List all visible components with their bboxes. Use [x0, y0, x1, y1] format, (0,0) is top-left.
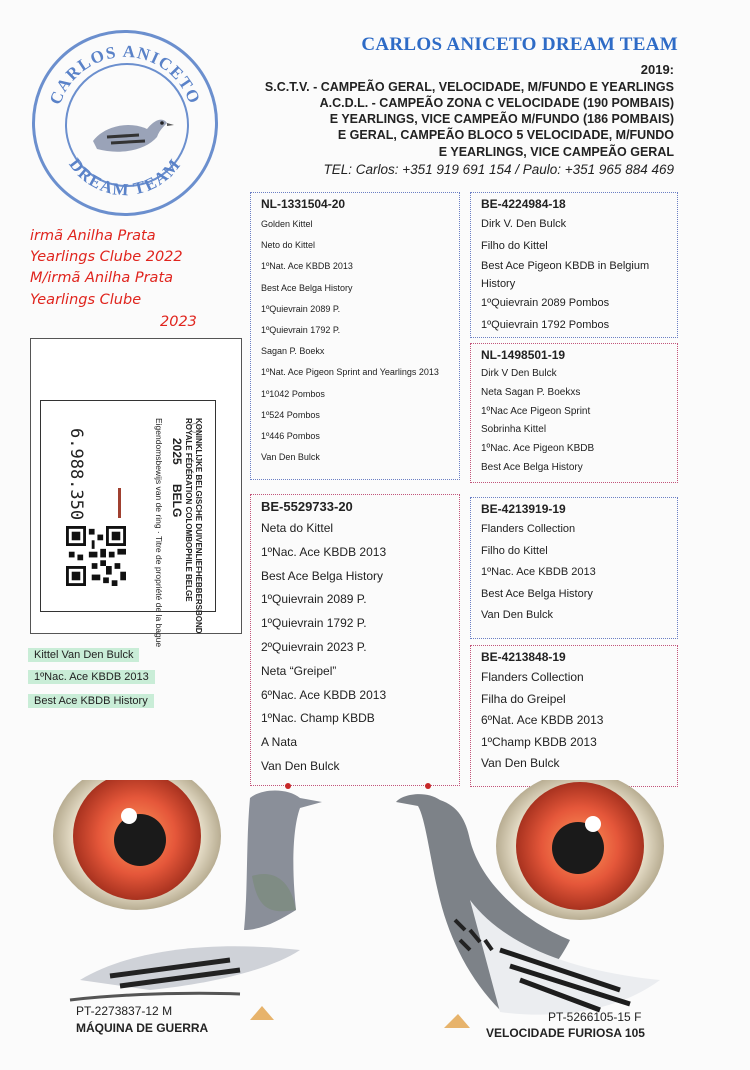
pigeon-icon [93, 120, 174, 152]
left-eye-icon [53, 780, 221, 910]
pedigree-line: 1ºNac. Ace Pigeon KBDB [481, 443, 595, 455]
pedigree-line: Van Den Bulck [261, 758, 340, 773]
pedigree-line: 1ºNac. Ace KBDB 2013 [261, 544, 387, 559]
pedigree-line: Van Den Bulck [481, 756, 560, 771]
pedigree-line: 1ºNac Ace Pigeon Sprint [481, 405, 591, 417]
ring-id: BE-5529733-20 [261, 499, 353, 514]
pedigree-line: 1ºQuievrain 1792 Pombos [481, 318, 610, 331]
ring-id: NL-1331504-20 [261, 197, 346, 211]
team-title: CARLOS ANICETO DREAM TEAM [361, 34, 678, 55]
left-pigeon-ring: PT-2273837-12 M [76, 1004, 173, 1018]
federation-name-fr: ROYALE FÉDÉRATION COLOMBOPHILE BELGE [184, 418, 193, 602]
pedigree-line: Golden Kittel [261, 219, 313, 229]
header-line-3: E YEARLINGS, VICE CAMPEÃO M/FUNDO (186 POMBAIS) [329, 112, 674, 126]
pedigree-line: A Nata [261, 735, 298, 750]
header-line-4: E GERAL, CAMPEÃO BLOCO 5 VELOCIDADE, M/FUNDO [337, 128, 674, 142]
pedigree-line: 1ºNac. Ace KBDB 2013 [481, 566, 596, 578]
ring-mark [118, 488, 121, 518]
pedigree-line: Sobrinha Kittel [481, 424, 547, 436]
pedigree-line: 1º446 Pombos [261, 431, 320, 442]
team-logo [32, 30, 218, 216]
pedigree-box-sire-sire [250, 192, 460, 480]
highlight-ace-2013: 1ºNac. Ace KBDB 2013 [28, 670, 155, 684]
header-year: 2019: [640, 62, 674, 77]
ring-year: 2025 [170, 438, 184, 465]
header-line-1: S.C.T.V. - CAMPEÃO GERAL, VELOCIDADE, M/FUNDO E YEARLINGS [264, 80, 674, 94]
left-pigeon-name: MÁQUINA DE GUERRA [76, 1021, 209, 1035]
header-line-5: E YEARLINGS, VICE CAMPEÃO GERAL [438, 145, 674, 159]
ring-id: NL-1498501-19 [481, 348, 566, 362]
ownership-text: Eigendomsbewijs van de ring · Titre de propriété de la bague [154, 418, 164, 648]
pedigree-line: 1º1042 Pombos [261, 388, 325, 399]
ring-id: BE-4224984-18 [481, 197, 566, 211]
pedigree-line: Best Ace Belga History [261, 282, 353, 293]
pedigree-line: Best Ace Pigeon KBDB in Belgium [481, 260, 650, 272]
ring-card-text [150, 418, 210, 648]
right-eye-icon [496, 780, 664, 920]
pedigree-line: Filho do Kittel [481, 239, 548, 252]
pedigree-line: 6ºNac. Ace KBDB 2013 [261, 687, 387, 702]
contact-phones: TEL: Carlos: +351 919 691 154 / Paulo: +351 965 884 469 [323, 162, 674, 177]
pedigree-line: Dirk V Den Bulck [481, 368, 557, 379]
pedigree-line: Neto do Kittel [261, 240, 316, 251]
pedigree-line: 1ºNac. Champ KBDB [261, 711, 375, 726]
ring-id: BE-4213848-19 [481, 650, 566, 664]
pedigree-line: 1ºChamp KBDB 2013 [481, 734, 597, 749]
ring-country: BELG [170, 484, 184, 518]
handwritten-line-5: 2023 [160, 314, 197, 330]
highlight-sire-name: Kittel Van Den Bulck [28, 648, 139, 662]
ring-id: BE-4213919-19 [481, 502, 566, 516]
pedigree-box-dam-sire [470, 497, 678, 639]
pedigree-line: 1ºQuievrain 1792 P. [261, 325, 341, 336]
pedigree-line: 1ºQuievrain 1792 P. [261, 616, 367, 631]
pigeon-artwork [0, 780, 750, 1040]
pedigree-line: Filha do Greipel [481, 691, 566, 706]
right-pigeon-name: VELOCIDADE FURIOSA 105 [486, 1026, 645, 1040]
logo-top-text: CARLOS ANICETO [45, 41, 205, 108]
right-pigeon-ring: PT-5266105-15 F [548, 1010, 642, 1024]
handwritten-line-4: Yearlings Clube [30, 292, 142, 308]
pedigree-line: Neta Sagan P. Boekxs [481, 386, 581, 398]
pedigree-line: Van Den Bulck [481, 609, 553, 621]
pedigree-line: 1ºNat. Ace KBDB 2013 [261, 261, 353, 272]
pedigree-line: Dirk V. Den Bulck [481, 218, 567, 230]
pedigree-line: 1ºNat. Ace Pigeon Sprint and Yearlings 2013 [261, 367, 439, 378]
pedigree-line: Filho do Kittel [481, 544, 548, 557]
pedigree-box-dam-dam [470, 645, 678, 787]
pedigree-line: 1º524 Pombos [261, 409, 320, 420]
pedigree-line: Flanders Collection [481, 523, 576, 535]
header-line-2: A.C.D.L. - CAMPEÃO ZONA C VELOCIDADE (190 POMBAIS) [319, 96, 674, 110]
pedigree-line: Neta “Greipel” [261, 663, 337, 678]
svg-text:CARLOS ANICETO [46, 42, 205, 107]
logo-bottom-text: DREAM TEAM [65, 154, 185, 200]
feet-icon [250, 1006, 470, 1028]
logo-graphic [35, 33, 215, 213]
pedigree-line: Best Ace Belga History [261, 568, 384, 583]
pedigree-line: 6ºNat. Ace KBDB 2013 [481, 713, 604, 728]
pedigree-line: 1ºQuievrain 2089 P. [261, 303, 341, 314]
pedigree-box-sire-dam-dam [470, 343, 678, 483]
pedigree-line: 1ºQuievrain 2089 P. [261, 592, 367, 607]
pedigree-line: Neta do Kittel [261, 521, 334, 535]
highlight-best-ace: Best Ace KBDB History [28, 694, 154, 708]
pedigree-box-dam [250, 494, 460, 786]
federation-name: KONINKLIJKE BELGISCHE DUIVENLIEFHEBBERSBOND [194, 418, 203, 634]
svg-text:DREAM TEAM [65, 154, 184, 199]
pedigree-line: Van Den Bulck [261, 452, 320, 463]
handwritten-line-1: irmã Anilha Prata [30, 228, 156, 244]
pedigree-line: Sagan P. Boekx [261, 346, 325, 357]
handwritten-line-2: Yearlings Clube 2022 [30, 249, 183, 265]
pedigree-line: 2ºQuievrain 2023 P. [261, 639, 367, 654]
handwritten-line-3: M/irmã Anilha Prata [30, 270, 174, 286]
pedigree-box-sire-dam-sire [470, 192, 678, 338]
pedigree-line: Best Ace Belga History [481, 587, 593, 600]
qr-code-icon [66, 526, 126, 586]
pedigree-line: Flanders Collection [481, 670, 584, 684]
pedigree-line: Best Ace Belga History [481, 461, 583, 473]
ring-number: 6.988.350 [66, 428, 86, 521]
pedigree-line: History [481, 278, 516, 290]
pedigree-line: 1ºQuievrain 2089 Pombos [481, 297, 610, 309]
